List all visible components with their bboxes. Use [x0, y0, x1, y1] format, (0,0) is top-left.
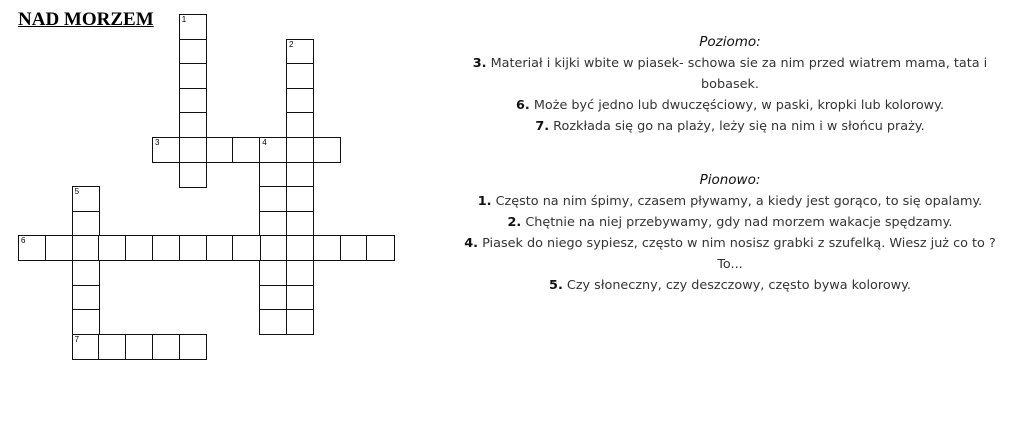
clue-number-label: 2	[289, 39, 294, 49]
crossword-cell[interactable]	[72, 211, 100, 237]
crossword-cell[interactable]	[18, 235, 46, 261]
crossword-cell[interactable]	[286, 63, 314, 89]
crossword-cell[interactable]	[340, 235, 368, 261]
clue-number-label: 5	[74, 187, 80, 197]
crossword-cell[interactable]	[259, 260, 287, 286]
crossword-cell[interactable]	[286, 285, 314, 311]
crossword-cell[interactable]	[366, 235, 394, 261]
crossword-cell[interactable]	[152, 334, 180, 360]
crossword-cell[interactable]	[206, 137, 234, 163]
crossword-cell[interactable]	[72, 260, 100, 286]
crossword-cell[interactable]	[72, 334, 100, 360]
crossword-cell[interactable]	[125, 334, 153, 360]
crossword-cell[interactable]	[286, 112, 314, 138]
crossword-cell[interactable]	[125, 235, 153, 261]
crossword-cell[interactable]	[286, 162, 314, 188]
clue-down-5: 5. Czy słoneczny, czy deszczowy, często bywa kolorowy.	[549, 278, 911, 293]
crossword-cell[interactable]	[98, 235, 126, 261]
crossword-cell[interactable]	[313, 235, 341, 261]
crossword-cell[interactable]	[179, 112, 207, 138]
crossword-cell[interactable]	[286, 88, 314, 114]
crossword-cell[interactable]	[259, 186, 287, 212]
across-heading: Poziomo:	[699, 34, 761, 50]
crossword-cell[interactable]	[179, 137, 207, 163]
clue-down-2: 2. Chętnie na niej przebywamy, gdy nad morzem wakacje spędzamy.	[507, 215, 953, 230]
crossword-cell[interactable]	[179, 162, 207, 188]
crossword-cell[interactable]	[286, 39, 314, 65]
crossword-cell[interactable]	[179, 334, 207, 360]
crossword-cell[interactable]	[259, 285, 287, 311]
crossword-cell[interactable]	[179, 235, 207, 261]
crossword-cell[interactable]	[286, 260, 314, 286]
clue-number-label: 7	[74, 334, 80, 344]
clue-number-label: 6	[21, 236, 26, 246]
crossword-cell[interactable]	[179, 88, 207, 114]
clue-number-label: 4	[262, 138, 267, 147]
crossword-cell[interactable]	[286, 137, 314, 163]
crossword-cell[interactable]	[179, 63, 207, 89]
crossword-cell[interactable]	[179, 39, 207, 65]
crossword-cell[interactable]	[72, 186, 100, 212]
crossword-cell[interactable]	[72, 309, 100, 335]
clue-down-1: 1. Często na nim śpimy, czasem pływamy, a kiedy jest gorąco, to się opalamy.	[477, 194, 983, 209]
crossword-cell[interactable]	[286, 235, 314, 261]
crossword-cell[interactable]	[286, 186, 314, 212]
crossword-cell[interactable]	[259, 211, 287, 237]
crossword-cell[interactable]	[259, 235, 287, 261]
crossword-cell[interactable]	[72, 285, 100, 311]
crossword-cell[interactable]	[152, 137, 180, 163]
crossword-cell[interactable]	[232, 137, 260, 163]
crossword-cell[interactable]	[259, 162, 287, 188]
crossword-cell[interactable]	[313, 137, 341, 163]
crossword-cell[interactable]	[232, 235, 260, 261]
clue-across-7: 7. Rozkłada się go na plaży, leży się na nim i w słońcu praży.	[535, 119, 925, 134]
clue-across-3: 3. Materiał i kijki wbite w piasek- schowa sie za nim przed wiatrem mama, tata i bobasek.	[472, 56, 988, 92]
crossword-cell[interactable]	[98, 334, 126, 360]
crossword-cell[interactable]	[152, 235, 180, 261]
crossword-cell[interactable]	[259, 137, 287, 163]
clue-number-label: 3	[155, 138, 160, 147]
clue-across-6: 6. Może być jedno lub dwuczęściowy, w paski, kropki lub kolorowy.	[516, 98, 944, 113]
page-title: NAD MORZEM	[18, 9, 154, 30]
clue-number-label: 1	[181, 15, 187, 24]
crossword-cell[interactable]	[45, 235, 73, 261]
clue-down-4: 4. Piasek do niego sypiesz, często w nim nosisz grabki z szufelką. Wiesz już co to ? To...	[464, 236, 996, 272]
crossword-cell[interactable]	[286, 211, 314, 237]
crossword-cell[interactable]	[206, 235, 234, 261]
crossword-cell[interactable]	[179, 14, 207, 40]
crossword-grid	[0, 0, 420, 428]
clues-panel	[450, 32, 1010, 296]
crossword-cell[interactable]	[286, 309, 314, 335]
crossword-cell[interactable]	[72, 235, 100, 261]
crossword-cell[interactable]	[259, 309, 287, 335]
down-heading: Pionowo:	[699, 172, 761, 188]
